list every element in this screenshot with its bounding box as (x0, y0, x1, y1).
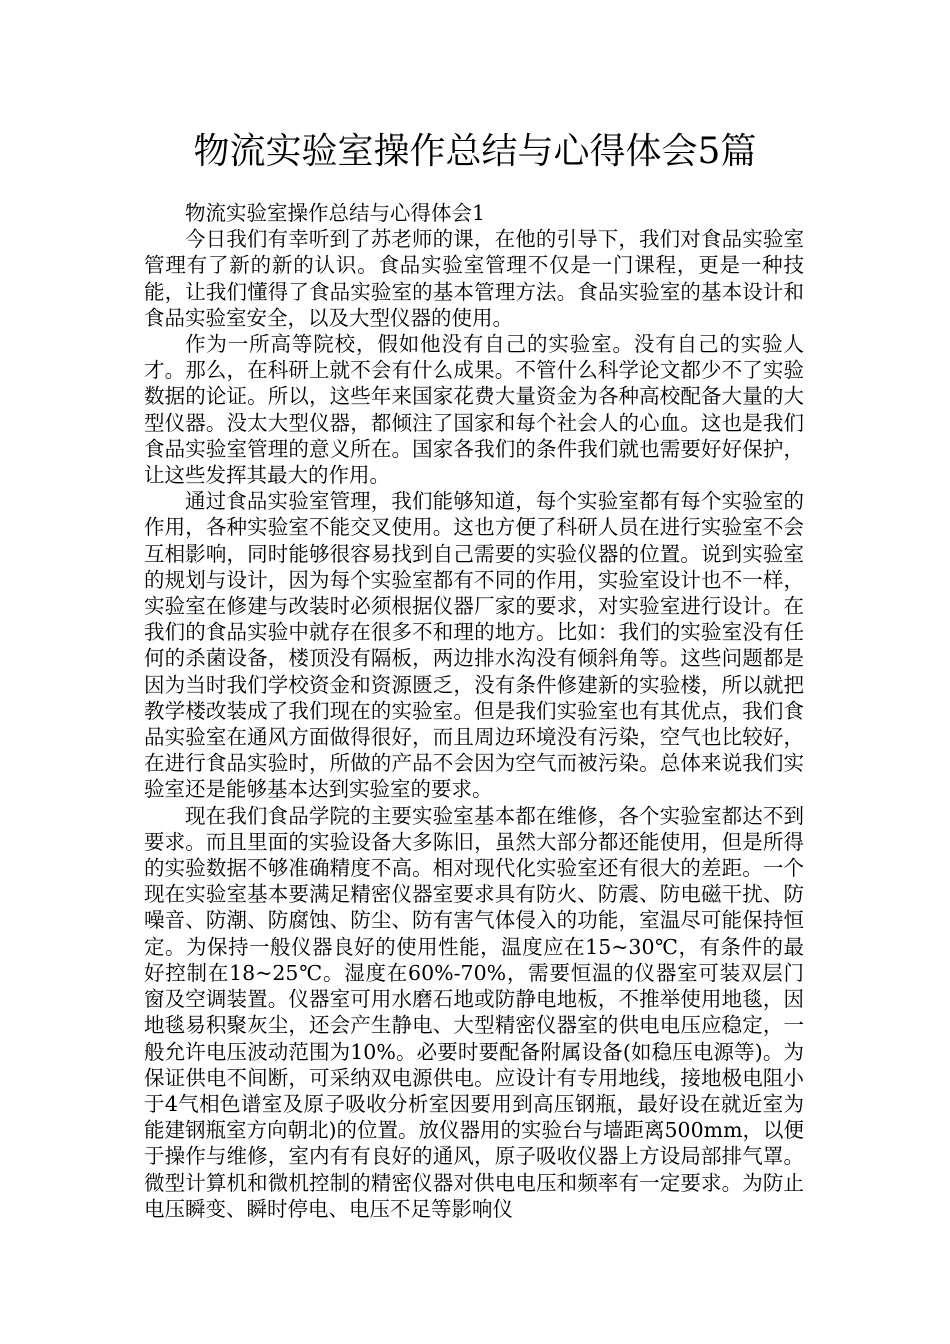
paragraph-1: 今日我们有幸听到了苏老师的课，在他的引导下，我们对食品实验室管理有了新的新的认识。食品实验室管理不仅是一门课程，更是一种技能，让我们懂得了食品实验室的基本管理方法。食品实验室的基本设计和食品实验室安全，以及大型仪器的使用。 (144, 227, 804, 330)
paragraph-4: 现在我们食品学院的主要实验室基本都在维修，各个实验室都达不到要求。而且里面的实验设备大多陈旧，虽然大部分都还能使用，但是所得的实验数据不够准确精度不高。相对现代化实验室还有很大的差距。一个现在实验室基本要满足精密仪器室要求具有防火、防震、防电磁干扰、防噪音、防潮、防腐蚀、防尘、防有害气体侵入的功能，室温尽可能保持恒定。为保持一般仪器良好的使用性能，温度应在15~30℃，有条件的最好控制在18~25℃。湿度在60%-70%，需要恒温的仪器室可装双层门窗及空调装置。仪器室可用水磨石地或防静电地板，不推举使用地毯，因地毯易积聚灰尘，还会产生静电、大型精密仪器室的供电电压应稳定，一般允许电压波动范围为10%。必要时要配备附属设备(如稳压电源等)。为保证供电不间断，可采纳双电源供电。应设计有专用地线，接地极电阻小于4气相色谱室及原子吸收分析室因要用到高压钢瓶，最好设在就近室为能建钢瓶室方向朝北)的位置。放仪器用的实验台与墙距离500mm，以便于操作与维修，室内有有良好的通风，原子吸收仪器上方设局部排气罩。微型计算机和微机控制的精密仪器对供电电压和频率有一定要求。为防止电压瞬变、瞬时停电、电压不足等影响仪 (144, 803, 805, 1221)
paragraph-3: 通过食品实验室管理，我们能够知道，每个实验室都有每个实验室的作用，各种实验室不能交叉使用。这也方便了科研人员在进行实验室不会互相影响，同时能够很容易找到自己需要的实验仪器的位置。说到实验室的规划与设计，因为每个实验室都有不同的作用，实验室设计也不一样，实验室在修建与改装时必须根据仪器厂家的要求，对实验室进行设计。在我们的食品实验中就存在很多不和理的地方。比如：我们的实验室没有任何的杀菌设备，楼顶没有隔板，两边排水沟没有倾斜角等。这些问题都是因为当时我们学校资金和资源匮乏，没有条件修建新的实验楼，所以就把教学楼改装成了我们现在的实验室。但是我们实验室也有其优点，我们食品实验室在通风方面做得很好，而且周边环境没有污染，空气也比较好，在进行食品实验时，所做的产品不会因为空气而被污染。总体来说我们实验室还是能够基本达到实验室的要求。 (144, 489, 804, 802)
section-heading: 物流实验室操作总结与心得体会1 (185, 201, 486, 225)
document-body (144, 200, 804, 1222)
paragraph-2: 作为一所高等院校，假如他没有自己的实验室。没有自己的实验人才。那么，在科研上就不会有什么成果。不管什么科学论文都少不了实验数据的论证。所以，这些年来国家花费大量资金为各种高校配备大量的大型仪器。没太大型仪器，都倾注了国家和每个社会人的心血。这也是我们食品实验室管理的意义所在。国家各我们的条件我们就也需要好好保护，让这些发挥其最大的作用。 (144, 332, 804, 488)
document-title: 物流实验室操作总结与心得体会5篇 (193, 131, 757, 172)
